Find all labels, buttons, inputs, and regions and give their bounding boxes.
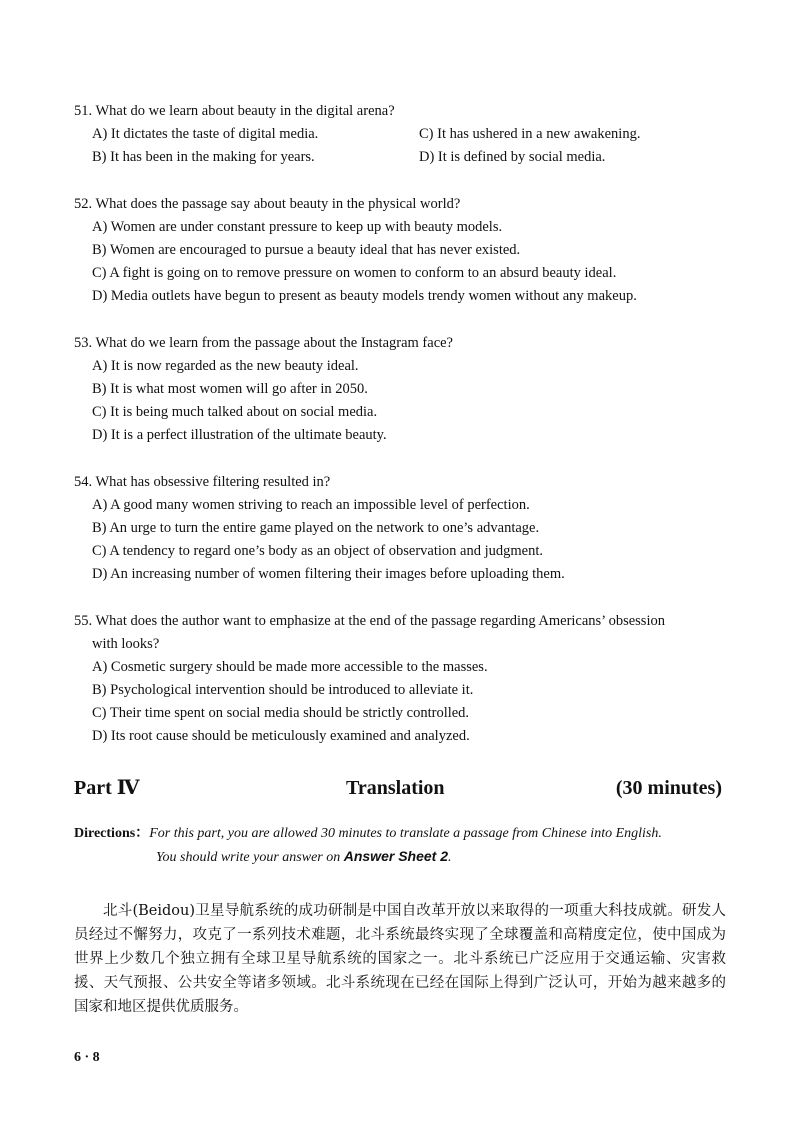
option-d: D) It is a perfect illustration of the ultimate beauty. bbox=[92, 427, 387, 443]
part-title: Translation bbox=[346, 777, 445, 799]
question-stem: 54. What has obsessive filtering resulted in? bbox=[74, 474, 331, 490]
option-a: A) It is now regarded as the new beauty ideal. bbox=[92, 358, 359, 374]
directions-period: . bbox=[448, 850, 452, 865]
option-b: B) It has been in the making for years. bbox=[92, 149, 315, 165]
option-d: D) Media outlets have begun to present as beauty models trendy women without any makeup. bbox=[92, 288, 637, 304]
option-d: D) It is defined by social media. bbox=[419, 149, 606, 165]
question-stem: 53. What do we learn from the passage about the Instagram face? bbox=[74, 335, 453, 351]
question-52 bbox=[74, 193, 734, 308]
directions-line-1 bbox=[74, 822, 734, 845]
question-stem: 51. What do we learn about beauty in the digital arena? bbox=[74, 103, 395, 119]
options-row bbox=[92, 146, 734, 169]
option-b: B) An urge to turn the entire game played on the network to one’s advantage. bbox=[92, 520, 540, 536]
directions bbox=[74, 822, 734, 869]
option-b: B) Psychological intervention should be introduced to alleviate it. bbox=[92, 682, 474, 698]
page-number: 6 · 8 bbox=[74, 1050, 100, 1065]
directions-text-2: You should write your answer on bbox=[156, 850, 344, 865]
directions-label: Directions： bbox=[74, 826, 150, 841]
question-stem: 52. What does the passage say about beauty in the physical world? bbox=[74, 196, 461, 212]
option-c: C) A tendency to regard one’s body as an object of observation and judgment. bbox=[92, 543, 544, 559]
option-a: A) Cosmetic surgery should be made more accessible to the masses. bbox=[92, 659, 488, 675]
question-51 bbox=[74, 100, 734, 169]
option-c: C) Their time spent on social media should be strictly controlled. bbox=[92, 705, 470, 721]
option-b: B) Women are encouraged to pursue a beauty ideal that has never existed. bbox=[92, 242, 521, 258]
part-number: Part Ⅳ bbox=[74, 777, 140, 799]
answer-sheet-reference: Answer Sheet 2 bbox=[343, 848, 448, 864]
option-c: C) It has ushered in a new awakening. bbox=[419, 126, 641, 142]
translation-passage: 北斗(Beidou)卫星导航系统的成功研制是中国自改革开放以来取得的一项重大科技成就。研发人员经过不懈努力，攻克了一系列技术难题，北斗系统最终实现了全球覆盖和高精度定位，使中国成为世界上少数几个独立拥有全球卫星导航系统的国家之一。北斗系统已广泛应用于交通运输、灾害救援、天气预报、公共安全等诸多领域。北斗系统现在已经在国际上得到广泛认可，开始为越来越多的国家和地区提供优质服务。 bbox=[74, 902, 726, 1015]
question-54 bbox=[74, 471, 734, 586]
option-c: C) It is being much talked about on social media. bbox=[92, 404, 378, 420]
part-time: (30 minutes) bbox=[615, 777, 722, 799]
question-55 bbox=[74, 610, 734, 748]
options-row bbox=[92, 123, 734, 146]
option-d: D) An increasing number of women filtering their images before uploading them. bbox=[92, 566, 565, 582]
option-b: B) It is what most women will go after in 2050. bbox=[92, 381, 368, 397]
option-c: C) A fight is going on to remove pressure on women to conform to an absurd beauty ideal. bbox=[92, 265, 617, 281]
option-d: D) Its root cause should be meticulously examined and analyzed. bbox=[92, 728, 470, 744]
option-a: A) A good many women striving to reach an impossible level of perfection. bbox=[92, 497, 530, 513]
option-a: A) Women are under constant pressure to keep up with beauty models. bbox=[92, 219, 503, 235]
question-stem-continued: with looks? bbox=[92, 636, 160, 652]
option-a: A) It dictates the taste of digital media. bbox=[92, 126, 319, 142]
question-stem: 55. What does the author want to emphasize at the end of the passage regarding Americans’ obsession bbox=[74, 613, 665, 629]
directions-line-2 bbox=[74, 845, 734, 869]
directions-text: For this part, you are allowed 30 minutes to translate a passage from Chinese into English. bbox=[149, 826, 662, 841]
part-header bbox=[74, 776, 722, 802]
question-53 bbox=[74, 332, 734, 447]
